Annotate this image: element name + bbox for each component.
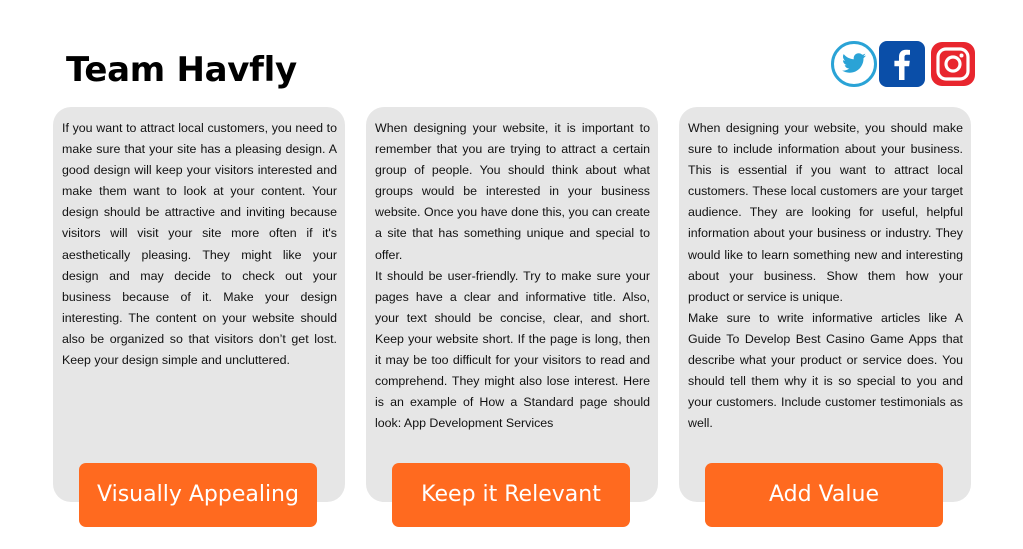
visually-appealing-button[interactable]: Visually Appealing	[79, 463, 317, 527]
card-text	[688, 118, 963, 434]
card-add-value	[679, 107, 971, 502]
card-paragraph: If you want to attract local customers, you need to make sure that your site has a pleasing design. A good design will keep your visitors interested and make them want to look at your content. Your design should be attractive and inviting because visitors will visit your site more often if it's aesthetically pleasing. They might like your design and may decide to check out your business because of it. Make your design interesting. The content on your website should also be organized so that visitors don’t get lost. Keep your design simple and uncluttered.	[62, 121, 337, 368]
instagram-camera-icon	[929, 40, 977, 88]
add-value-button[interactable]: Add Value	[705, 463, 943, 527]
twitter-bird-icon	[830, 40, 878, 88]
twitter-link[interactable]	[830, 40, 878, 88]
card-paragraph: It should be user-friendly. Try to make sure your pages have a clear and informative title. Also, your text should be concise, clear, and short. Keep your website short. If the page is long, then it may be too difficult for your visitors to read and comprehend. They might also lose interest. Here is an example of How a Standard page should look: App Development Services	[375, 268, 650, 431]
facebook-f-icon	[878, 40, 926, 88]
instagram-link[interactable]	[929, 40, 977, 88]
card-visually-appealing	[53, 107, 345, 502]
card-paragraph: Make sure to write informative articles like A Guide To Develop Best Casino Game Apps that describe what your product or service does. You should tell them why it is so special to you and your customers. Include customer testimonials as well.	[688, 310, 963, 431]
card-text	[62, 118, 337, 371]
facebook-link[interactable]	[878, 40, 926, 88]
card-paragraph: When designing your website, you should make sure to include information about your business. This is essential if you want to attract local customers. These local customers are your target audience. They are looking for useful, helpful information about your business or industry. They would like to learn something new and interesting about your business. Show them how your product or service is unique.	[688, 121, 963, 304]
card-paragraph: When designing your website, it is important to remember that you are trying to attract a certain group of people. You should think about what groups would be interested in your business website. Once you have done this, you can create a site that has something unique and special to offer.	[375, 121, 650, 262]
social-links	[830, 40, 978, 88]
card-text	[375, 118, 650, 434]
card-keep-it-relevant	[366, 107, 658, 502]
keep-it-relevant-button[interactable]: Keep it Relevant	[392, 463, 630, 527]
brand-title: Team Havfly	[66, 50, 297, 90]
